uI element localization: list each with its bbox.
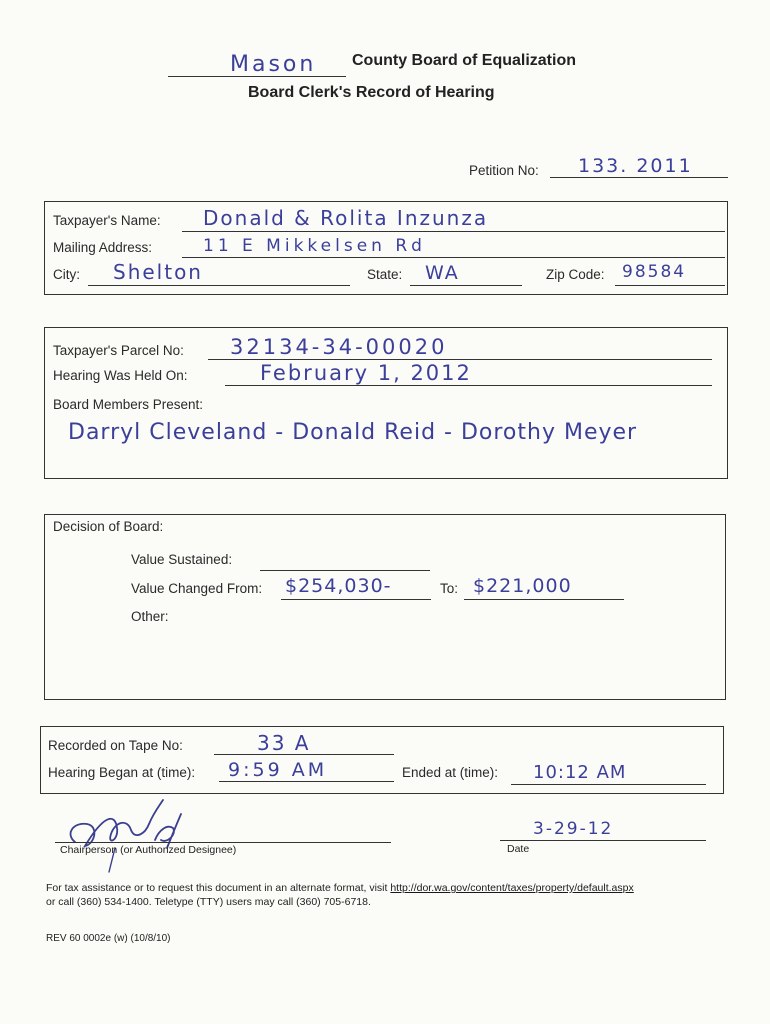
hearing-began-label: Hearing Began at (time):	[48, 765, 196, 780]
hearing-date-value: February 1, 2012	[260, 361, 472, 385]
zip-code-value: 98584	[622, 262, 687, 282]
other-label: Other:	[131, 609, 169, 624]
value-changed-to-value: $221,000	[473, 575, 572, 597]
value-changed-label: Value Changed From:	[131, 581, 263, 596]
decision-section	[44, 514, 726, 700]
footer-text-line2: or call (360) 534-1400. Teletype (TTY) users may call (360) 705-6718.	[46, 896, 371, 908]
tape-number-label: Recorded on Tape No:	[48, 738, 183, 753]
form-title-line1: County Board of Equalization	[352, 52, 576, 69]
parcel-number-value: 32134-34-00020	[230, 335, 448, 359]
decision-title: Decision of Board:	[53, 519, 164, 534]
hearing-began-value: 9:59 AM	[228, 759, 328, 781]
chair-signature-line	[55, 828, 391, 843]
county-name-value: Mason	[230, 52, 317, 77]
mailing-address-value: 11 E Mikkelsen Rd	[203, 236, 426, 256]
taxpayer-name-label: Taxpayer's Name:	[53, 213, 161, 228]
parcel-number-label: Taxpayer's Parcel No:	[53, 343, 184, 358]
mailing-address-label: Mailing Address:	[53, 240, 153, 255]
hearing-ended-value: 10:12 AM	[533, 762, 627, 783]
petition-value: 133. 2011	[578, 155, 693, 177]
zip-code-label: Zip Code:	[546, 267, 605, 282]
value-changed-from-value: $254,030-	[285, 575, 392, 597]
chair-signature-label: Chairperson (or Authorized Designee)	[60, 844, 237, 856]
dor-website-link[interactable]: http://dor.wa.gov/content/taxes/property/default.aspx	[390, 882, 634, 894]
footer-text-line1	[46, 882, 634, 894]
hearing-date-label: Hearing Was Held On:	[53, 368, 188, 383]
city-value: Shelton	[113, 260, 203, 284]
form-title-line2: Board Clerk's Record of Hearing	[248, 84, 495, 101]
form-id: REV 60 0002e (w) (10/8/10)	[46, 933, 171, 944]
hearing-ended-label: Ended at (time):	[402, 765, 499, 780]
value-sustained-line	[260, 552, 430, 571]
tape-number-value: 33 A	[257, 731, 311, 755]
board-members-label: Board Members Present:	[53, 397, 204, 412]
state-label: State:	[367, 267, 403, 282]
board-members-value: Darryl Cleveland - Donald Reid - Dorothy Meyer	[68, 420, 638, 445]
value-changed-to-label: To:	[440, 581, 459, 596]
petition-label: Petition No:	[469, 163, 539, 178]
date-value: 3-29-12	[533, 819, 614, 839]
city-label: City:	[53, 267, 80, 282]
state-value: WA	[425, 262, 460, 284]
taxpayer-name-value: Donald & Rolita Inzunza	[203, 206, 489, 230]
value-sustained-label: Value Sustained:	[131, 552, 233, 567]
footer-text-before-link: For tax assistance or to request this document in an alternate format, visit	[46, 882, 388, 894]
date-label: Date	[507, 843, 530, 855]
